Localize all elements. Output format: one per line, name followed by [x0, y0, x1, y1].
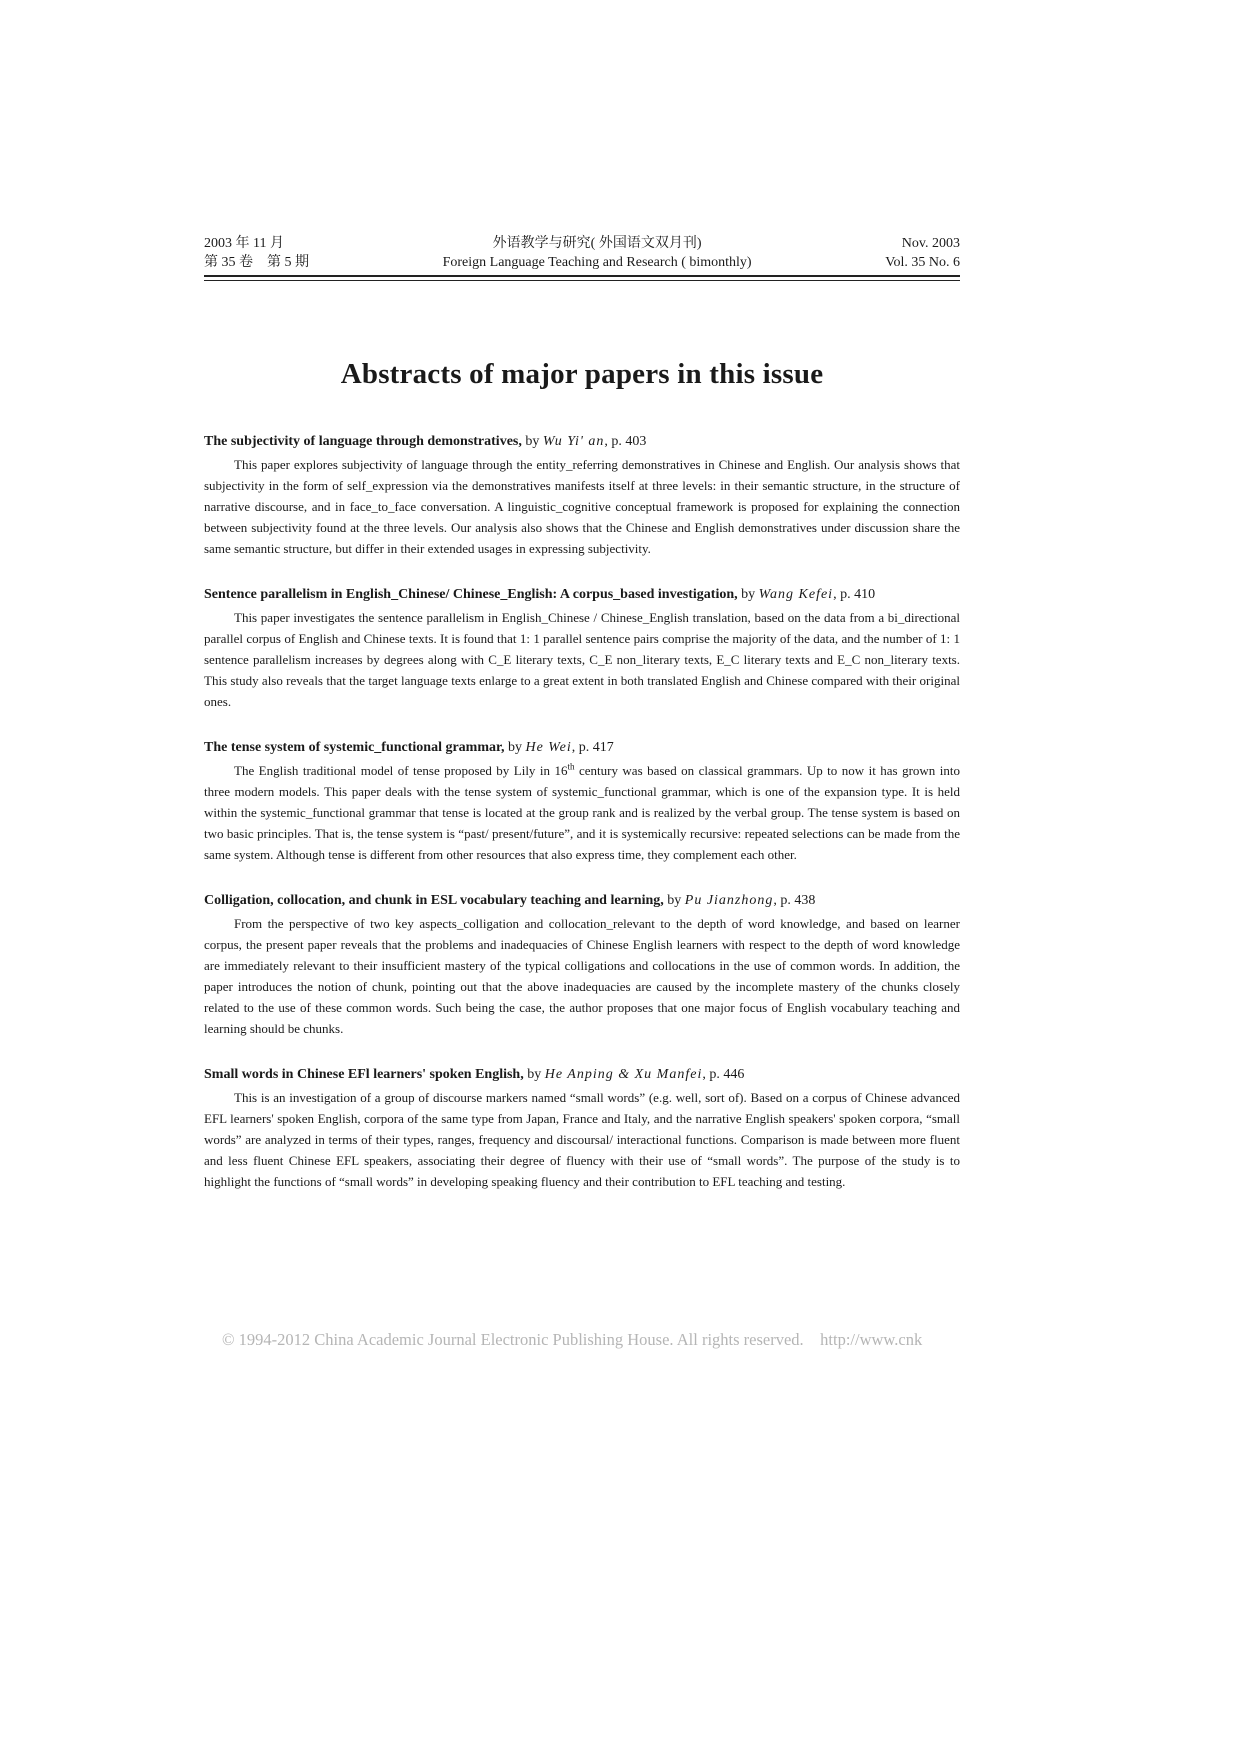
paper-page: , p. 410 — [833, 587, 876, 602]
abstract-text-part1: The English traditional model of tense proposed by Lily in 16 — [234, 763, 568, 778]
abstract-heading — [204, 891, 960, 911]
abstract-item — [204, 891, 960, 1039]
paper-title: The tense system of systemic_functional grammar, — [204, 740, 505, 755]
by-label: by — [527, 1067, 542, 1082]
paper-author: Wu Yi' an — [542, 434, 605, 449]
ordinal-superscript: th — [567, 761, 575, 772]
header-journal-name — [443, 234, 752, 272]
abstract-text-part2: century was based on classical grammars. Up to now it has grown into three modern models. This paper deals with the tense system of systemic_functional grammar, which is one of the expansion type. It is held within the systemic_functional grammar that tense is located at the group rank and is realized by the verbal group. The tense system is based on two basic principles. That is, the tense system is “past/ present/future”, and it is systemically recursive: repeated selections can be made from the same system. Although tense is different from other resources that also express time, they complement each other. — [204, 763, 960, 862]
paper-page: , p. 403 — [604, 434, 647, 449]
header-volume-cn: 第 35 卷 第 5 期 — [204, 255, 309, 270]
abstract-item — [204, 432, 960, 559]
abstract-item — [204, 1065, 960, 1192]
abstract-item — [204, 585, 960, 712]
page-title: Abstracts of major papers in this issue — [340, 358, 824, 390]
paper-page: , p. 438 — [773, 893, 816, 908]
paper-title: Small words in Chinese EFl learners' spoken English, — [204, 1067, 524, 1082]
by-label: by — [525, 434, 540, 449]
header-rule-thick — [204, 275, 960, 277]
abstracts-list — [204, 432, 960, 1218]
by-label: by — [667, 893, 682, 908]
paper-title: Colligation, collocation, and chunk in ESL vocabulary teaching and learning, — [204, 893, 664, 908]
abstract-heading — [204, 738, 960, 758]
abstract-item — [204, 738, 960, 865]
header-date-en: Nov. 2003 — [901, 236, 960, 251]
paper-author: Wang Kefei — [758, 587, 834, 602]
abstract-heading — [204, 1065, 960, 1085]
paper-page: , p. 417 — [571, 740, 614, 755]
abstract-text: This paper explores subjectivity of language through the entity_referring demonstratives in Chinese and English. Our analysis shows that subjectivity in the form of self_expression via the demonstratives manifests itself at three levels: in their semantic structure, in the structure of narrative discourse, and in face_to_face conversation. A linguistic_cognitive conceptual framework is proposed for explaining the connection between subjectivity found at the three levels. Our analysis also shows that the Chinese and English demonstratives under discussion share the same semantic structure, but differ in their extended usages in expressing subjectivity. — [204, 457, 960, 556]
by-label: by — [507, 740, 522, 755]
paper-author: He Anping & Xu Manfei — [544, 1067, 703, 1082]
paper-author: He Wei — [525, 740, 572, 755]
header-date-cn: 2003 年 11 月 — [204, 236, 284, 251]
by-label: by — [741, 587, 756, 602]
header-rule-thin — [204, 280, 960, 281]
abstract-text: This paper investigates the sentence parallelism in English_Chinese / Chinese_English translation, based on the data from a bi_directional parallel corpus of English and Chinese texts. It is found that 1: 1 parallel sentence pairs comprise the majority of the data, and the number of 1: 1 sentence parallelism increases by degrees along with C_E literary texts, C_E non_literary texts, E_C literary texts and E_C non_literary texts. This study also reveals that the target language texts enlarge to a great extent in both translated English and Chinese compared with their original ones. — [204, 610, 960, 709]
abstract-text — [204, 760, 960, 865]
running-header — [204, 234, 960, 272]
paper-author: Pu Jianzhong — [684, 893, 774, 908]
header-date-volume-en — [885, 234, 960, 272]
header-date-volume — [204, 234, 309, 272]
abstract-text: This is an investigation of a group of discourse markers named “small words” (e.g. well, sort of). Based on a corpus of Chinese advanced EFL learners' spoken English, corpora of the same type from Japan, France and Italy, and the narrative English speakers' spoken corpora, “small words” are analyzed in terms of their types, ranges, frequency and discoursal/ interactional functions. Comparison is made between more fluent and less fluent Chinese EFL speakers, associating their degree of fluency with their use of “small words”. The purpose of the study is to highlight the functions of “small words” in developing speaking fluency and their contribution to EFL teaching and testing. — [204, 1090, 960, 1189]
header-volume-en: Vol. 35 No. 6 — [885, 255, 960, 270]
abstract-text: From the perspective of two key aspects_colligation and collocation_relevant to the depth of word knowledge, and based on learner corpus, the present paper reveals that the problems and inadequacies of Chinese English learners with respect to the depth of word knowledge are immediately relevant to their insufficient mastery of the typical colligations and collocations in the use of common words. In addition, the paper introduces the notion of chunk, pointing out that the above inadequacies are caused by the incomplete mastery of the chunks closely related to the use of these common words. Such being the case, the author proposes that one major focus of English vocabulary teaching and learning should be chunks. — [204, 916, 960, 1036]
paper-title: The subjectivity of language through demonstratives, — [204, 434, 522, 449]
paper-title: Sentence parallelism in English_Chinese/ Chinese_English: A corpus_based investigation, — [204, 587, 738, 602]
paper-page: , p. 446 — [702, 1067, 745, 1082]
header-journal-cn: 外语教学与研究( 外国语文双月刊) — [492, 236, 702, 251]
abstract-heading — [204, 585, 960, 605]
abstract-heading — [204, 432, 960, 452]
header-journal-en: Foreign Language Teaching and Research ( bimonthly) — [442, 255, 752, 270]
copyright-footer: © 1994-2012 China Academic Journal Electronic Publishing House. All rights reserved. http://www.cnk — [222, 1330, 923, 1349]
